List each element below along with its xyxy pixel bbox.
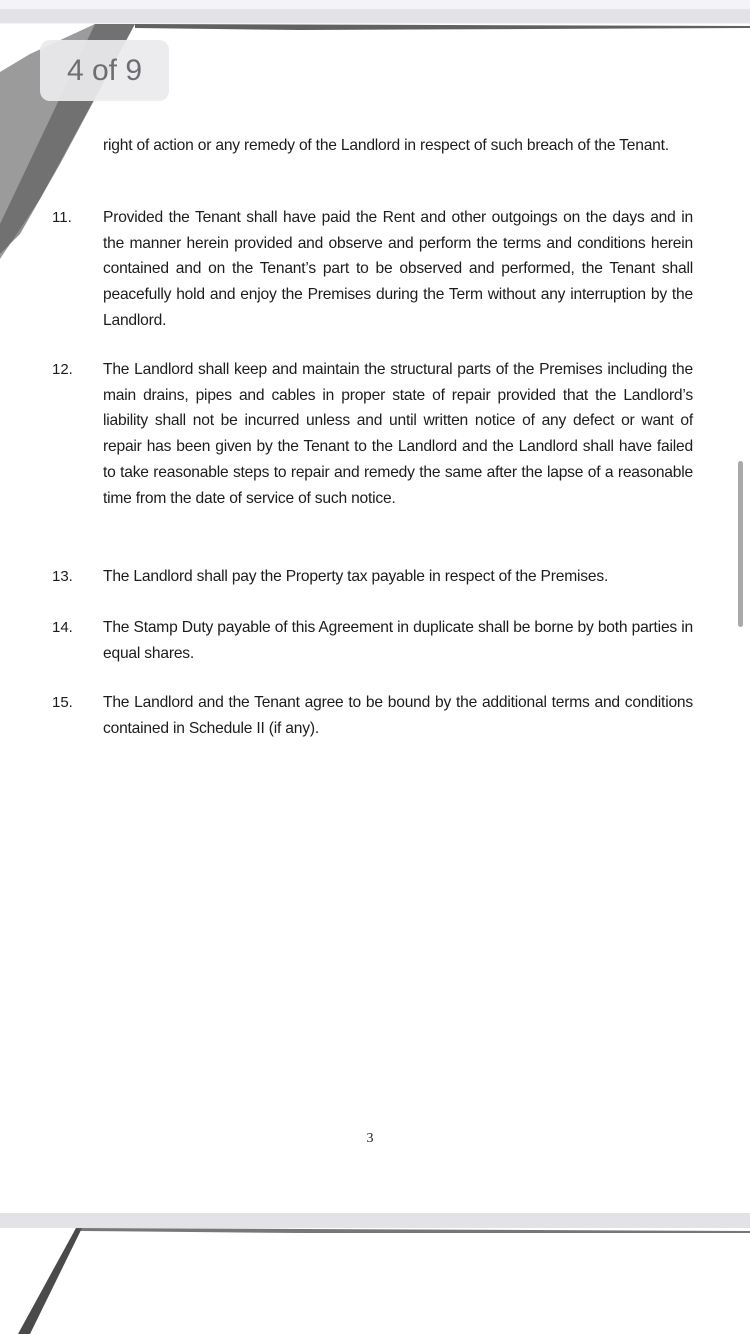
scrollbar[interactable]: [738, 461, 743, 627]
page-number: 3: [366, 1131, 374, 1146]
page-separator: [0, 1213, 750, 1228]
continuation-text: right of action or any remedy of the Landlord in respect of such breach of the Tenant.: [103, 137, 669, 154]
clause-text: The Landlord and the Tenant agree to be bound by the additional terms and conditions contained in Schedule II (if any).: [103, 694, 693, 737]
clause-number: 11.: [52, 209, 72, 226]
clause-text: Provided the Tenant shall have paid the Rent and other outgoings on the days and in the manner herein provided and observe and perform the terms and conditions herein contained and on the Tenant’s part to be observed and performed, the Tenant shall peacefully hold and enjoy the Premises during the Term without any interruption by the Landlord.: [103, 209, 693, 329]
clause-text: The Landlord shall pay the Property tax payable in respect of the Premises.: [103, 568, 609, 585]
page-separator-top: [0, 0, 750, 24]
next-document-page: [0, 1228, 750, 1334]
page-indicator: 4 of 9: [40, 40, 169, 101]
clause-text: The Stamp Duty payable of this Agreement in duplicate shall be borne by both parties in equal shares.: [103, 619, 693, 662]
clause-number: 13.: [52, 568, 73, 585]
clause-text: The Landlord shall keep and maintain the structural parts of the Premises including the main drains, pipes and cables in proper state of repair provided that the Landlord’s liability shall not be incurred unless and until written notice of any defect or want of repair has been given by the Tenant to the Landlord and the Landlord shall have failed to take reasonable steps to repair and remedy the same after the lapse of a reasonable time from the date of service of such notice.: [103, 361, 693, 507]
clause-number: 12.: [52, 361, 73, 378]
clause-number: 15.: [52, 694, 73, 711]
scan-shadow-next: [0, 1228, 750, 1334]
clause-number: 14.: [52, 619, 73, 636]
